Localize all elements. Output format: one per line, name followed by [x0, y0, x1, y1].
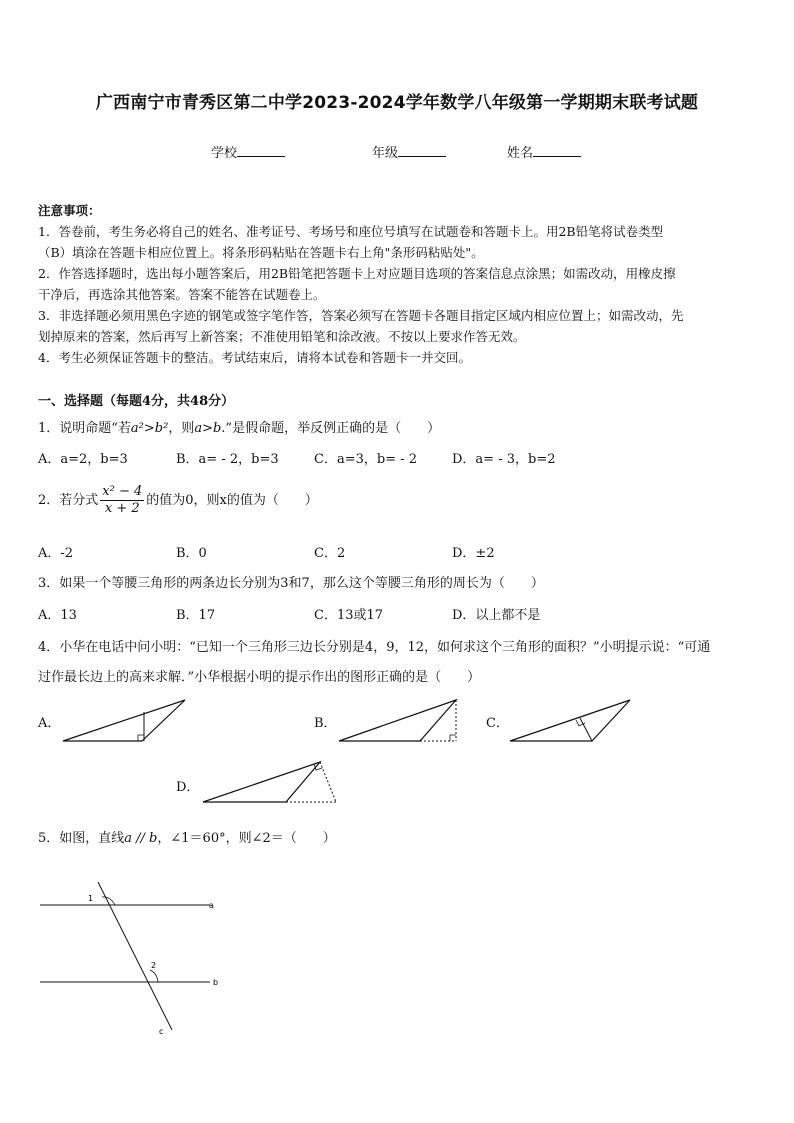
q1-stem-part: .”是假命题，举反例正确的是（ ）	[221, 421, 441, 436]
notice-heading: 注意事项：	[38, 203, 101, 218]
grade-blank[interactable]	[398, 143, 446, 157]
line-c	[98, 882, 172, 1030]
height-line-dashed	[320, 762, 336, 802]
notice-line: 3．非选择题必须用黑色字迹的钢笔或签字笔作答，答案必须写在答题卡各题目指定区域内相应位置上；如需改动，先	[38, 308, 684, 323]
name-field[interactable]	[507, 142, 581, 161]
q5-stem-part: 5．如图，直线	[38, 831, 125, 846]
notice-line: 划掉原来的答案，然后再写上新答案；不准使用铅笔和涂改液。不按以上要求作答无效。	[38, 329, 526, 344]
grade-field[interactable]	[372, 142, 446, 161]
notice-line: 干净后，再选涂其他答案。答案不能答在试题卷上。	[38, 287, 326, 302]
q4-option-a-label[interactable]: A．	[38, 716, 61, 731]
name-blank[interactable]	[533, 143, 581, 157]
triangle-outline	[510, 700, 630, 741]
question-4-stem-line2: 过作最长边上的高来求解．”小华根据小明的提示作出的图形正确的是（ ）	[38, 670, 481, 685]
q2-fraction-numerator: x² − 4	[102, 484, 143, 499]
q5-stem-part: ，∠1＝60°，则∠2＝（ ）	[157, 831, 336, 846]
angle-2-label: 2	[151, 961, 157, 970]
q1-option-d[interactable]: D．a= - 3，b=2	[452, 452, 556, 467]
triangle-outline	[203, 762, 320, 802]
angle-2-arc	[150, 970, 158, 982]
q4-option-b-label[interactable]: B．	[314, 716, 337, 731]
notice-line: 2．作答选择题时，选出每小题答案后，用2B铅笔把答题卡上对应题目选项的答案信息点涂黑；如需改动，用橡皮擦	[38, 266, 676, 281]
q2-fraction	[100, 484, 144, 517]
triangle-outline	[63, 700, 185, 741]
q4-figure-d[interactable]	[200, 758, 340, 806]
line-c-label: c	[159, 1027, 164, 1036]
grade-label: 年级	[372, 146, 399, 161]
q4-option-c-label[interactable]: C．	[486, 716, 509, 731]
q1-conclusion: a>b	[194, 421, 222, 436]
q1-option-a[interactable]: A．a=2，b=3	[38, 452, 128, 467]
q5-figure	[30, 878, 230, 1038]
line-a-label: a	[209, 901, 214, 910]
q2-stem-part: 的值为0，则x的值为（ ）	[146, 493, 318, 508]
q4-option-d-label[interactable]: D．	[176, 780, 200, 795]
question-4-stem-line1: 4．小华在电话中问小明：“已知一个三角形三边长分别是4，9，12，如何求这个三角形的面积？”小明提示说：“可通	[38, 640, 711, 655]
notice-block	[38, 200, 683, 368]
question-5-stem	[38, 827, 336, 846]
notice-line: 1．答卷前，考生务必将自己的姓名、准考证号、考场号和座位号填写在试题卷和答题卡上。用2B铅笔将试卷类型	[38, 224, 664, 239]
q4-figure-b[interactable]	[336, 698, 466, 746]
q4-figure-a[interactable]	[60, 698, 190, 746]
q1-stem-part: ，则	[168, 421, 195, 436]
school-blank[interactable]	[237, 143, 285, 157]
q1-option-c[interactable]: C．a=3，b= - 2	[314, 452, 418, 467]
q1-option-b[interactable]: B．a= - 2，b=3	[176, 452, 279, 467]
q2-option-a[interactable]: A．-2	[38, 546, 74, 561]
q2-fraction-denominator: x + 2	[104, 501, 140, 516]
question-3-stem: 3．如果一个等腰三角形的两条边长分别为3和7，那么这个等腰三角形的周长为（ ）	[38, 576, 544, 591]
q2-option-d[interactable]: D．±2	[452, 546, 495, 561]
q2-option-b[interactable]: B．0	[176, 546, 207, 561]
q3-option-d[interactable]: D．以上都不是	[452, 608, 541, 623]
q3-option-b[interactable]: B．17	[176, 608, 216, 623]
q3-option-c[interactable]: C．13或17	[314, 608, 384, 623]
q1-stem-part: 1．说明命题“若	[38, 421, 131, 436]
q3-option-a[interactable]: A．13	[38, 608, 77, 623]
school-label: 学校	[211, 146, 238, 161]
section-heading: 一、选择题（每题4分，共48分）	[38, 394, 235, 409]
question-2-stem	[38, 484, 318, 517]
triangle-outline	[339, 700, 456, 741]
height-line	[580, 718, 592, 741]
angle-1-label: 1	[88, 894, 94, 903]
name-label: 姓名	[507, 146, 534, 161]
notice-line: （B）填涂在答题卡相应位置上。将条形码粘贴在答题卡右上角"条形码粘贴处"。	[38, 245, 484, 260]
q1-condition: a²>b²	[130, 421, 169, 436]
q5-parallel: a // b	[124, 831, 158, 846]
page-title: 广西南宁市青秀区第二中学2023-2024学年数学八年级第一学期期末联考试题	[95, 93, 699, 113]
q4-figure-c[interactable]	[508, 698, 636, 746]
question-1-stem	[38, 417, 440, 436]
q2-stem-part: 2．若分式	[38, 493, 99, 508]
q2-option-c[interactable]: C．2	[314, 546, 346, 561]
notice-line: 4．考生必须保证答题卡的整洁。考试结束后，请将本试卷和答题卡一并交回。	[38, 350, 471, 365]
line-b-label: b	[213, 978, 219, 987]
school-field[interactable]	[211, 142, 285, 161]
right-angle-mark	[450, 735, 456, 741]
